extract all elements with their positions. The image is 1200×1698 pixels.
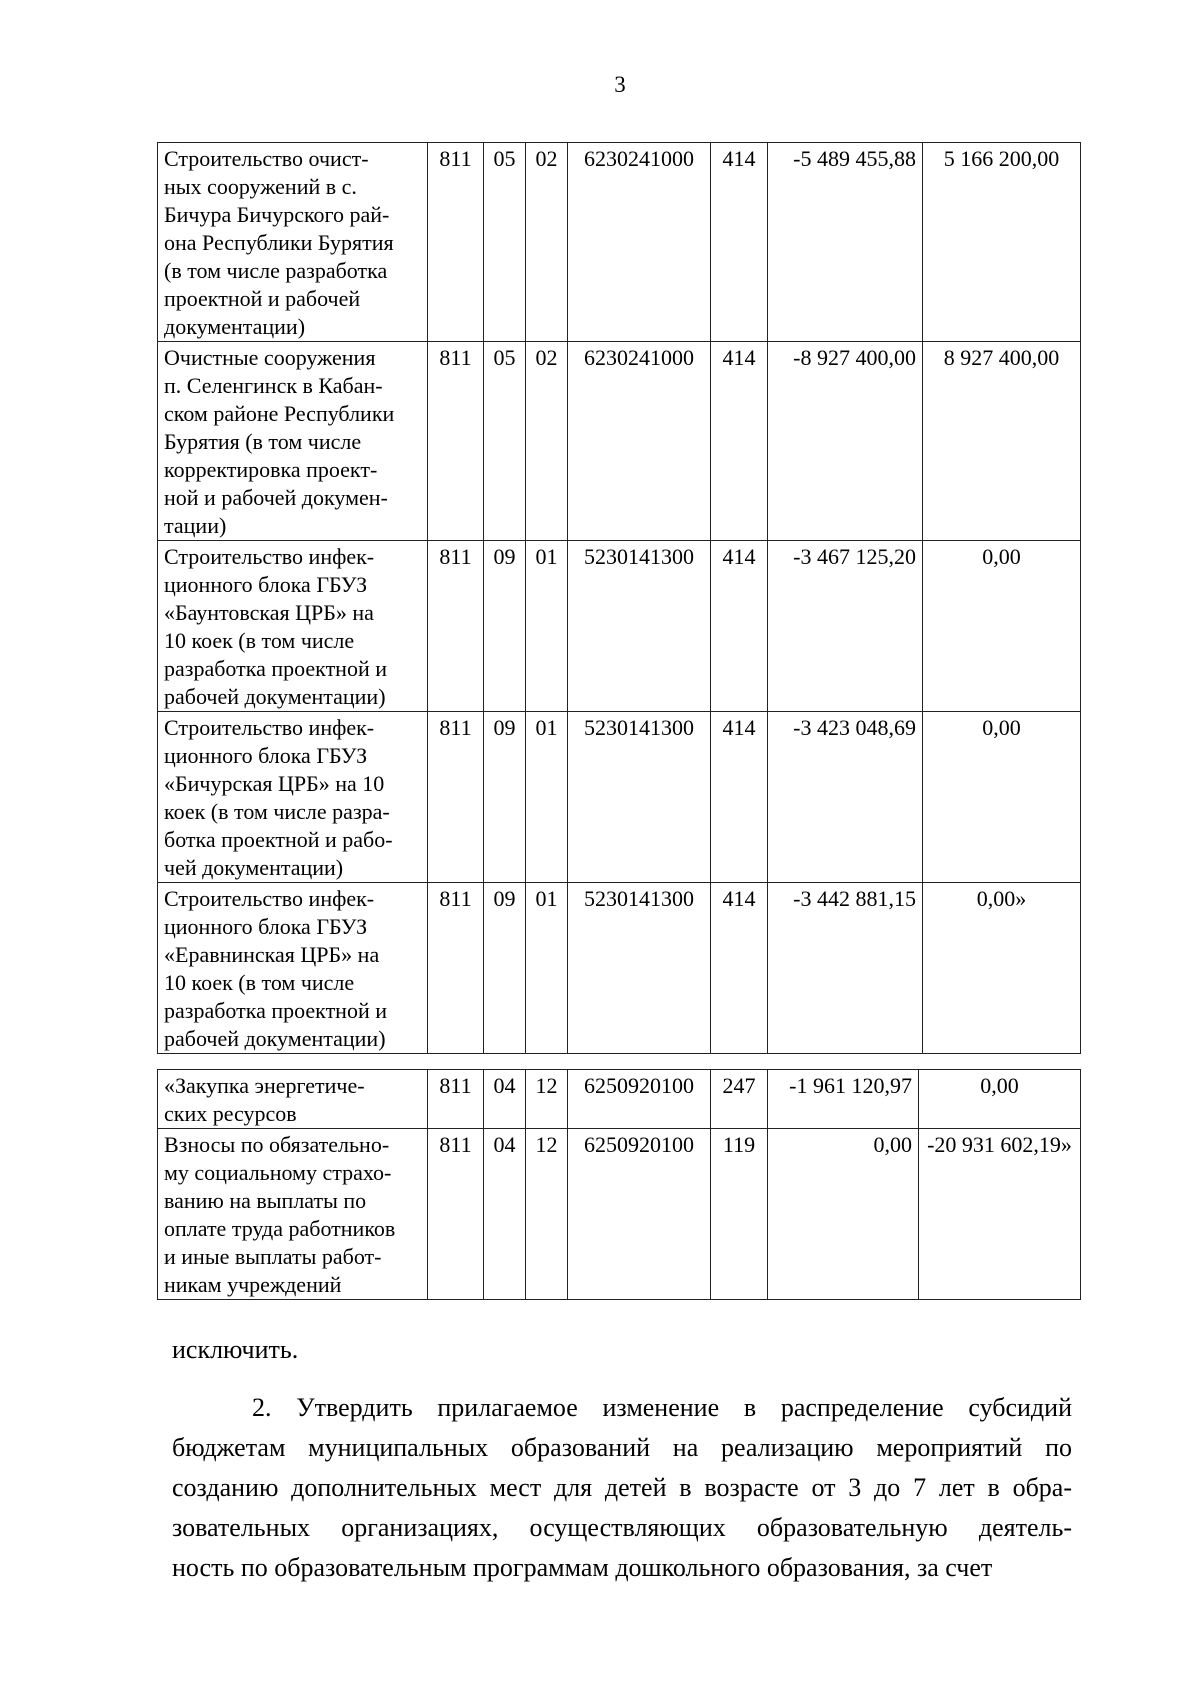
cell-vr: 414 xyxy=(711,883,768,1054)
cell-name-line: проектной и рабочей xyxy=(164,286,361,311)
cell-name-line: ной и рабочей докумен- xyxy=(164,485,388,510)
paragraph-2 xyxy=(172,1388,1072,1588)
cell-vr: 414 xyxy=(711,541,768,712)
cell-csr: 6250920100 xyxy=(568,1070,711,1129)
cell-pr: 01 xyxy=(526,712,568,883)
cell-rz: 09 xyxy=(484,541,526,712)
cell-name-line: ционного блока ГБУЗ xyxy=(164,572,368,597)
cell-name xyxy=(158,712,428,883)
table-row xyxy=(158,1070,1081,1129)
cell-pr: 01 xyxy=(526,541,568,712)
cell-name-line: корректировка проект- xyxy=(164,457,378,482)
cell-name-line: ционного блока ГБУЗ xyxy=(164,743,368,768)
table-row xyxy=(158,883,1081,1054)
cell-name-line: «Баунтовская ЦРБ» на xyxy=(164,600,374,625)
cell-csr: 6230241000 xyxy=(568,143,711,342)
cell-pr: 01 xyxy=(526,883,568,1054)
cell-glava: 811 xyxy=(428,541,484,712)
cell-name xyxy=(158,1129,428,1300)
cell-sum2: 5 166 200,00 xyxy=(923,143,1081,342)
cell-name-line: она Республики Бурятия xyxy=(164,230,394,255)
cell-vr: 247 xyxy=(711,1070,768,1129)
cell-name-line: Строительство очист- xyxy=(164,146,369,171)
cell-rz: 09 xyxy=(484,883,526,1054)
cell-name-line: чей документации) xyxy=(164,855,344,880)
table-row xyxy=(158,712,1081,883)
cell-csr: 5230141300 xyxy=(568,541,711,712)
exclude-text: исключить. xyxy=(172,1335,299,1364)
cell-name-line: никам учреждений xyxy=(164,1272,342,1297)
table-row xyxy=(158,541,1081,712)
cell-name-line: ском районе Республики xyxy=(164,401,395,426)
cell-name-line: ционного блока ГБУЗ xyxy=(164,914,368,939)
cell-glava: 811 xyxy=(428,143,484,342)
table-row xyxy=(158,1129,1081,1300)
cell-sum1: 0,00 xyxy=(768,1129,919,1300)
cell-rz: 05 xyxy=(484,143,526,342)
cell-rz: 04 xyxy=(484,1070,526,1129)
cell-name-line: (в том числе разработка xyxy=(164,258,388,283)
cell-pr: 12 xyxy=(526,1129,568,1300)
budget-table-main xyxy=(157,142,1081,1054)
cell-glava: 811 xyxy=(428,1070,484,1129)
cell-name-line: Взносы по обязательно- xyxy=(164,1132,390,1157)
cell-sum2: 0,00 xyxy=(923,541,1081,712)
cell-name xyxy=(158,143,428,342)
cell-pr: 02 xyxy=(526,342,568,541)
cell-glava: 811 xyxy=(428,883,484,1054)
cell-sum2: 8 927 400,00 xyxy=(923,342,1081,541)
cell-name-line: Бичура Бичурского рай- xyxy=(164,202,390,227)
cell-name-line: ных сооружений в с. xyxy=(164,174,357,199)
cell-name-line: «Бичурская ЦРБ» на 10 xyxy=(164,771,385,796)
cell-name xyxy=(158,883,428,1054)
cell-name xyxy=(158,1070,428,1129)
cell-vr: 119 xyxy=(711,1129,768,1300)
cell-name-line: 10 коек (в том числе xyxy=(164,970,355,995)
cell-pr: 12 xyxy=(526,1070,568,1129)
cell-name-line: разработка проектной и xyxy=(164,998,387,1023)
cell-name-line: Строительство инфек- xyxy=(164,715,375,740)
cell-name-line: ботка проектной и рабо- xyxy=(164,827,393,852)
cell-name xyxy=(158,541,428,712)
paragraph-line: созданию дополнительных мест для детей в возрасте от 3 до 7 лет в обра- xyxy=(172,1473,1072,1502)
cell-name-line: документации) xyxy=(164,314,306,339)
cell-rz: 05 xyxy=(484,342,526,541)
cell-sum1: -1 961 120,97 xyxy=(768,1070,919,1129)
cell-name-line: рабочей документации) xyxy=(164,684,386,709)
table-row xyxy=(158,143,1081,342)
cell-name-line: «Еравнинская ЦРБ» на xyxy=(164,942,380,967)
cell-name-line: 10 коек (в том числе xyxy=(164,628,355,653)
cell-name-line: Строительство инфек- xyxy=(164,544,375,569)
table-row xyxy=(158,342,1081,541)
cell-sum2: -20 931 602,19» xyxy=(919,1129,1081,1300)
cell-glava: 811 xyxy=(428,342,484,541)
cell-name-line: п. Селенгинск в Кабан- xyxy=(164,373,383,398)
cell-sum2: 0,00 xyxy=(923,712,1081,883)
page-number: 3 xyxy=(614,72,626,97)
cell-sum1: -8 927 400,00 xyxy=(768,342,923,541)
cell-csr: 6250920100 xyxy=(568,1129,711,1300)
cell-csr: 6230241000 xyxy=(568,342,711,541)
cell-name-line: ванию на выплаты по xyxy=(164,1188,367,1213)
cell-name xyxy=(158,342,428,541)
budget-table-secondary xyxy=(157,1069,1081,1300)
cell-vr: 414 xyxy=(711,342,768,541)
cell-name-line: коек (в том числе разра- xyxy=(164,799,390,824)
cell-sum2: 0,00 xyxy=(919,1070,1081,1129)
paragraph-line: зовательных организациях, осуществляющих образовательную деятель- xyxy=(172,1513,1072,1542)
paragraph-line: 2. Утвердить прилагаемое изменение в распределение субсидий xyxy=(252,1393,1072,1422)
cell-name-line: оплате труда работников xyxy=(164,1216,396,1241)
paragraph-line: ность по образовательным программам дошкольного образования, за счет xyxy=(172,1553,993,1582)
cell-sum1: -3 442 881,15 xyxy=(768,883,923,1054)
cell-sum1: -5 489 455,88 xyxy=(768,143,923,342)
cell-csr: 5230141300 xyxy=(568,883,711,1054)
cell-rz: 04 xyxy=(484,1129,526,1300)
cell-rz: 09 xyxy=(484,712,526,883)
cell-name-line: рабочей документации) xyxy=(164,1026,386,1051)
cell-name-line: Строительство инфек- xyxy=(164,886,375,911)
cell-name-line: тации) xyxy=(164,513,227,538)
cell-name-line: разработка проектной и xyxy=(164,656,387,681)
cell-pr: 02 xyxy=(526,143,568,342)
cell-sum1: -3 423 048,69 xyxy=(768,712,923,883)
paragraph-line: бюджетам муниципальных образований на реализацию мероприятий по xyxy=(172,1433,1072,1462)
cell-sum2: 0,00» xyxy=(923,883,1081,1054)
cell-glava: 811 xyxy=(428,712,484,883)
cell-sum1: -3 467 125,20 xyxy=(768,541,923,712)
cell-vr: 414 xyxy=(711,143,768,342)
cell-name-line: ских ресурсов xyxy=(164,1101,297,1126)
cell-name-line: му социальному страхо- xyxy=(164,1160,392,1185)
cell-name-line: и иные выплаты работ- xyxy=(164,1244,382,1269)
cell-name-line: Очистные сооружения xyxy=(164,345,376,370)
cell-csr: 5230141300 xyxy=(568,712,711,883)
cell-name-line: «Закупка энергетиче- xyxy=(164,1073,365,1098)
cell-glava: 811 xyxy=(428,1129,484,1300)
cell-vr: 414 xyxy=(711,712,768,883)
cell-name-line: Бурятия (в том числе xyxy=(164,429,362,454)
